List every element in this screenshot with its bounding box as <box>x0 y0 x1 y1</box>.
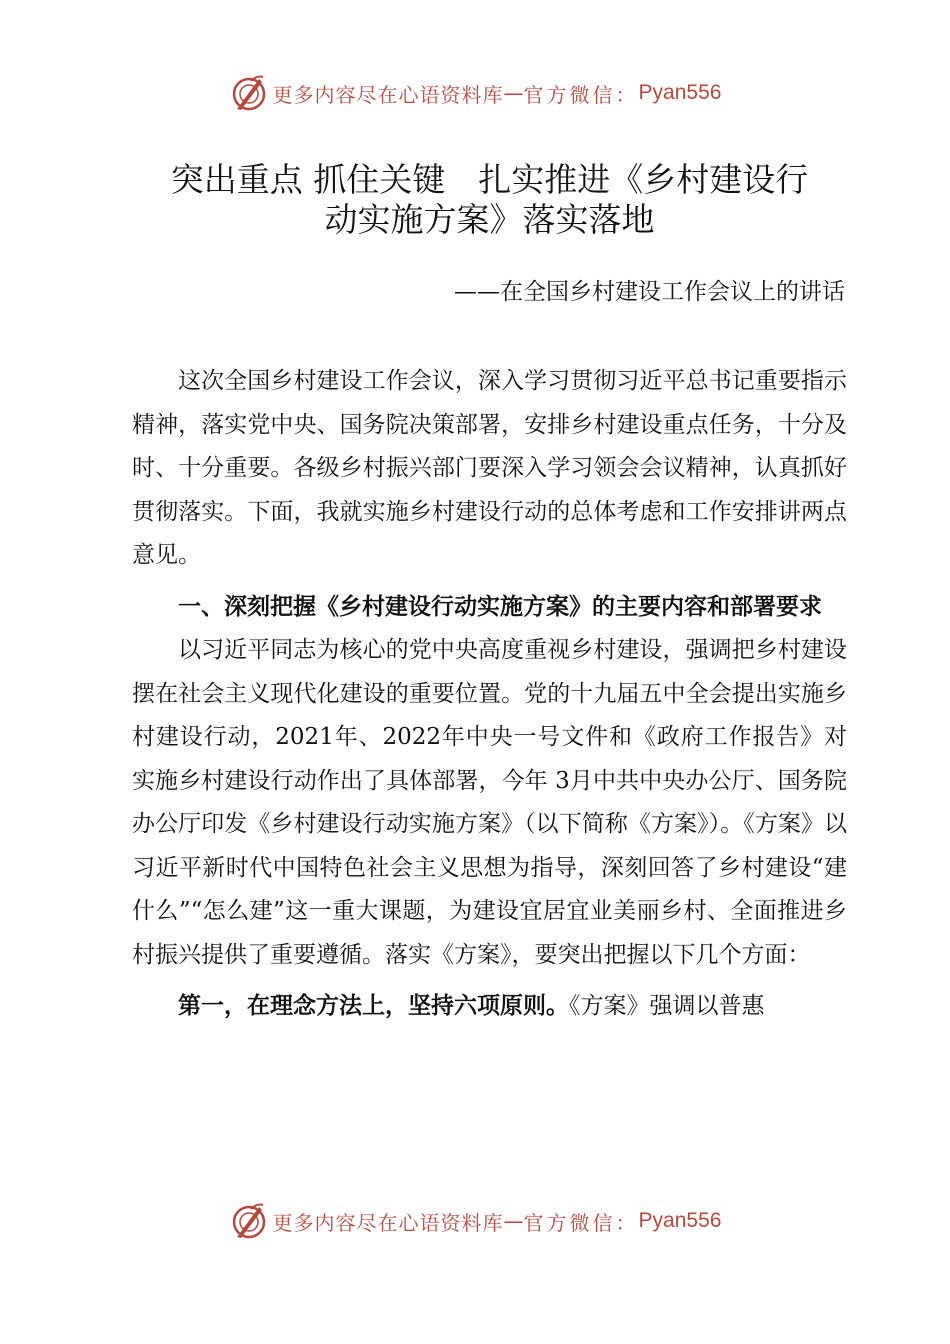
banner-account: Pyan556 <box>638 1209 722 1232</box>
document-body <box>132 360 847 1029</box>
brush-seal-logo-icon <box>229 73 269 113</box>
title-line-1: 突出重点 抓住关键 扎实推进《乡村建设行 <box>170 160 809 199</box>
paragraph-intro: 这次全国乡村建设工作会议，深入学习贯彻习近平总书记重要指示精神，落实党中央、国务院决策部署，安排乡村建设重点任务，十分及时、十分重要。各级乡村振兴部门要深入学习领会会议精神，认真抓好贯彻落实。下面，我就实施乡村建设行动的总体考虑和工作安排讲两点意见。 <box>132 368 847 568</box>
banner-dash: — <box>503 1209 524 1233</box>
paragraph-section1: 以习近平同志为核心的党中央高度重视乡村建设，强调把乡村建设摆在社会主义现代化建设的重要位置。党的十九届五中全会提出实施乡村建设行动，2021年、2022年中央一号文件和《政府工作报告》对实施乡村建设行动作出了具体部署，今年 3月中共中央办公厅、国务院办公厅印发《乡村建设行动实施方案》（以下简称《方案》）。《方案》以习近平新时代中国特色社会主义思想为指导，深刻回答了乡村建设“建什么”“怎么建”这一重大课题，为建设宜居宜业美丽乡村、全面推进乡村振兴提供了重要遵循。落实《方案》，要突出把握以下几个方面： <box>132 637 847 968</box>
document-title <box>132 160 847 240</box>
footer-banner <box>0 1200 950 1242</box>
brush-seal-logo-icon <box>229 1201 269 1241</box>
paragraph-point1 <box>132 985 847 1029</box>
banner-brand-text: 更多内容尽在心语资料库 <box>272 82 504 107</box>
banner-wechat-label: 官方微信： <box>523 1210 639 1235</box>
point1-lead: 第一，在理念方法上，坚持六项原则。 <box>178 993 569 1019</box>
banner-account: Pyan556 <box>638 81 722 104</box>
point1-text: 《方案》强调以普惠 <box>569 993 765 1019</box>
banner-brand-text: 更多内容尽在心语资料库 <box>272 1210 504 1235</box>
section-heading-1: 一、深刻把握《乡村建设行动实施方案》的主要内容和部署要求 <box>178 593 822 620</box>
document-subtitle: ——在全国乡村建设工作会议上的讲话 <box>454 279 845 305</box>
title-line-2: 动实施方案》落实落地 <box>324 200 655 239</box>
banner-dash: — <box>503 81 524 105</box>
banner-wechat-label: 官方微信： <box>523 82 639 107</box>
header-banner <box>0 72 950 114</box>
